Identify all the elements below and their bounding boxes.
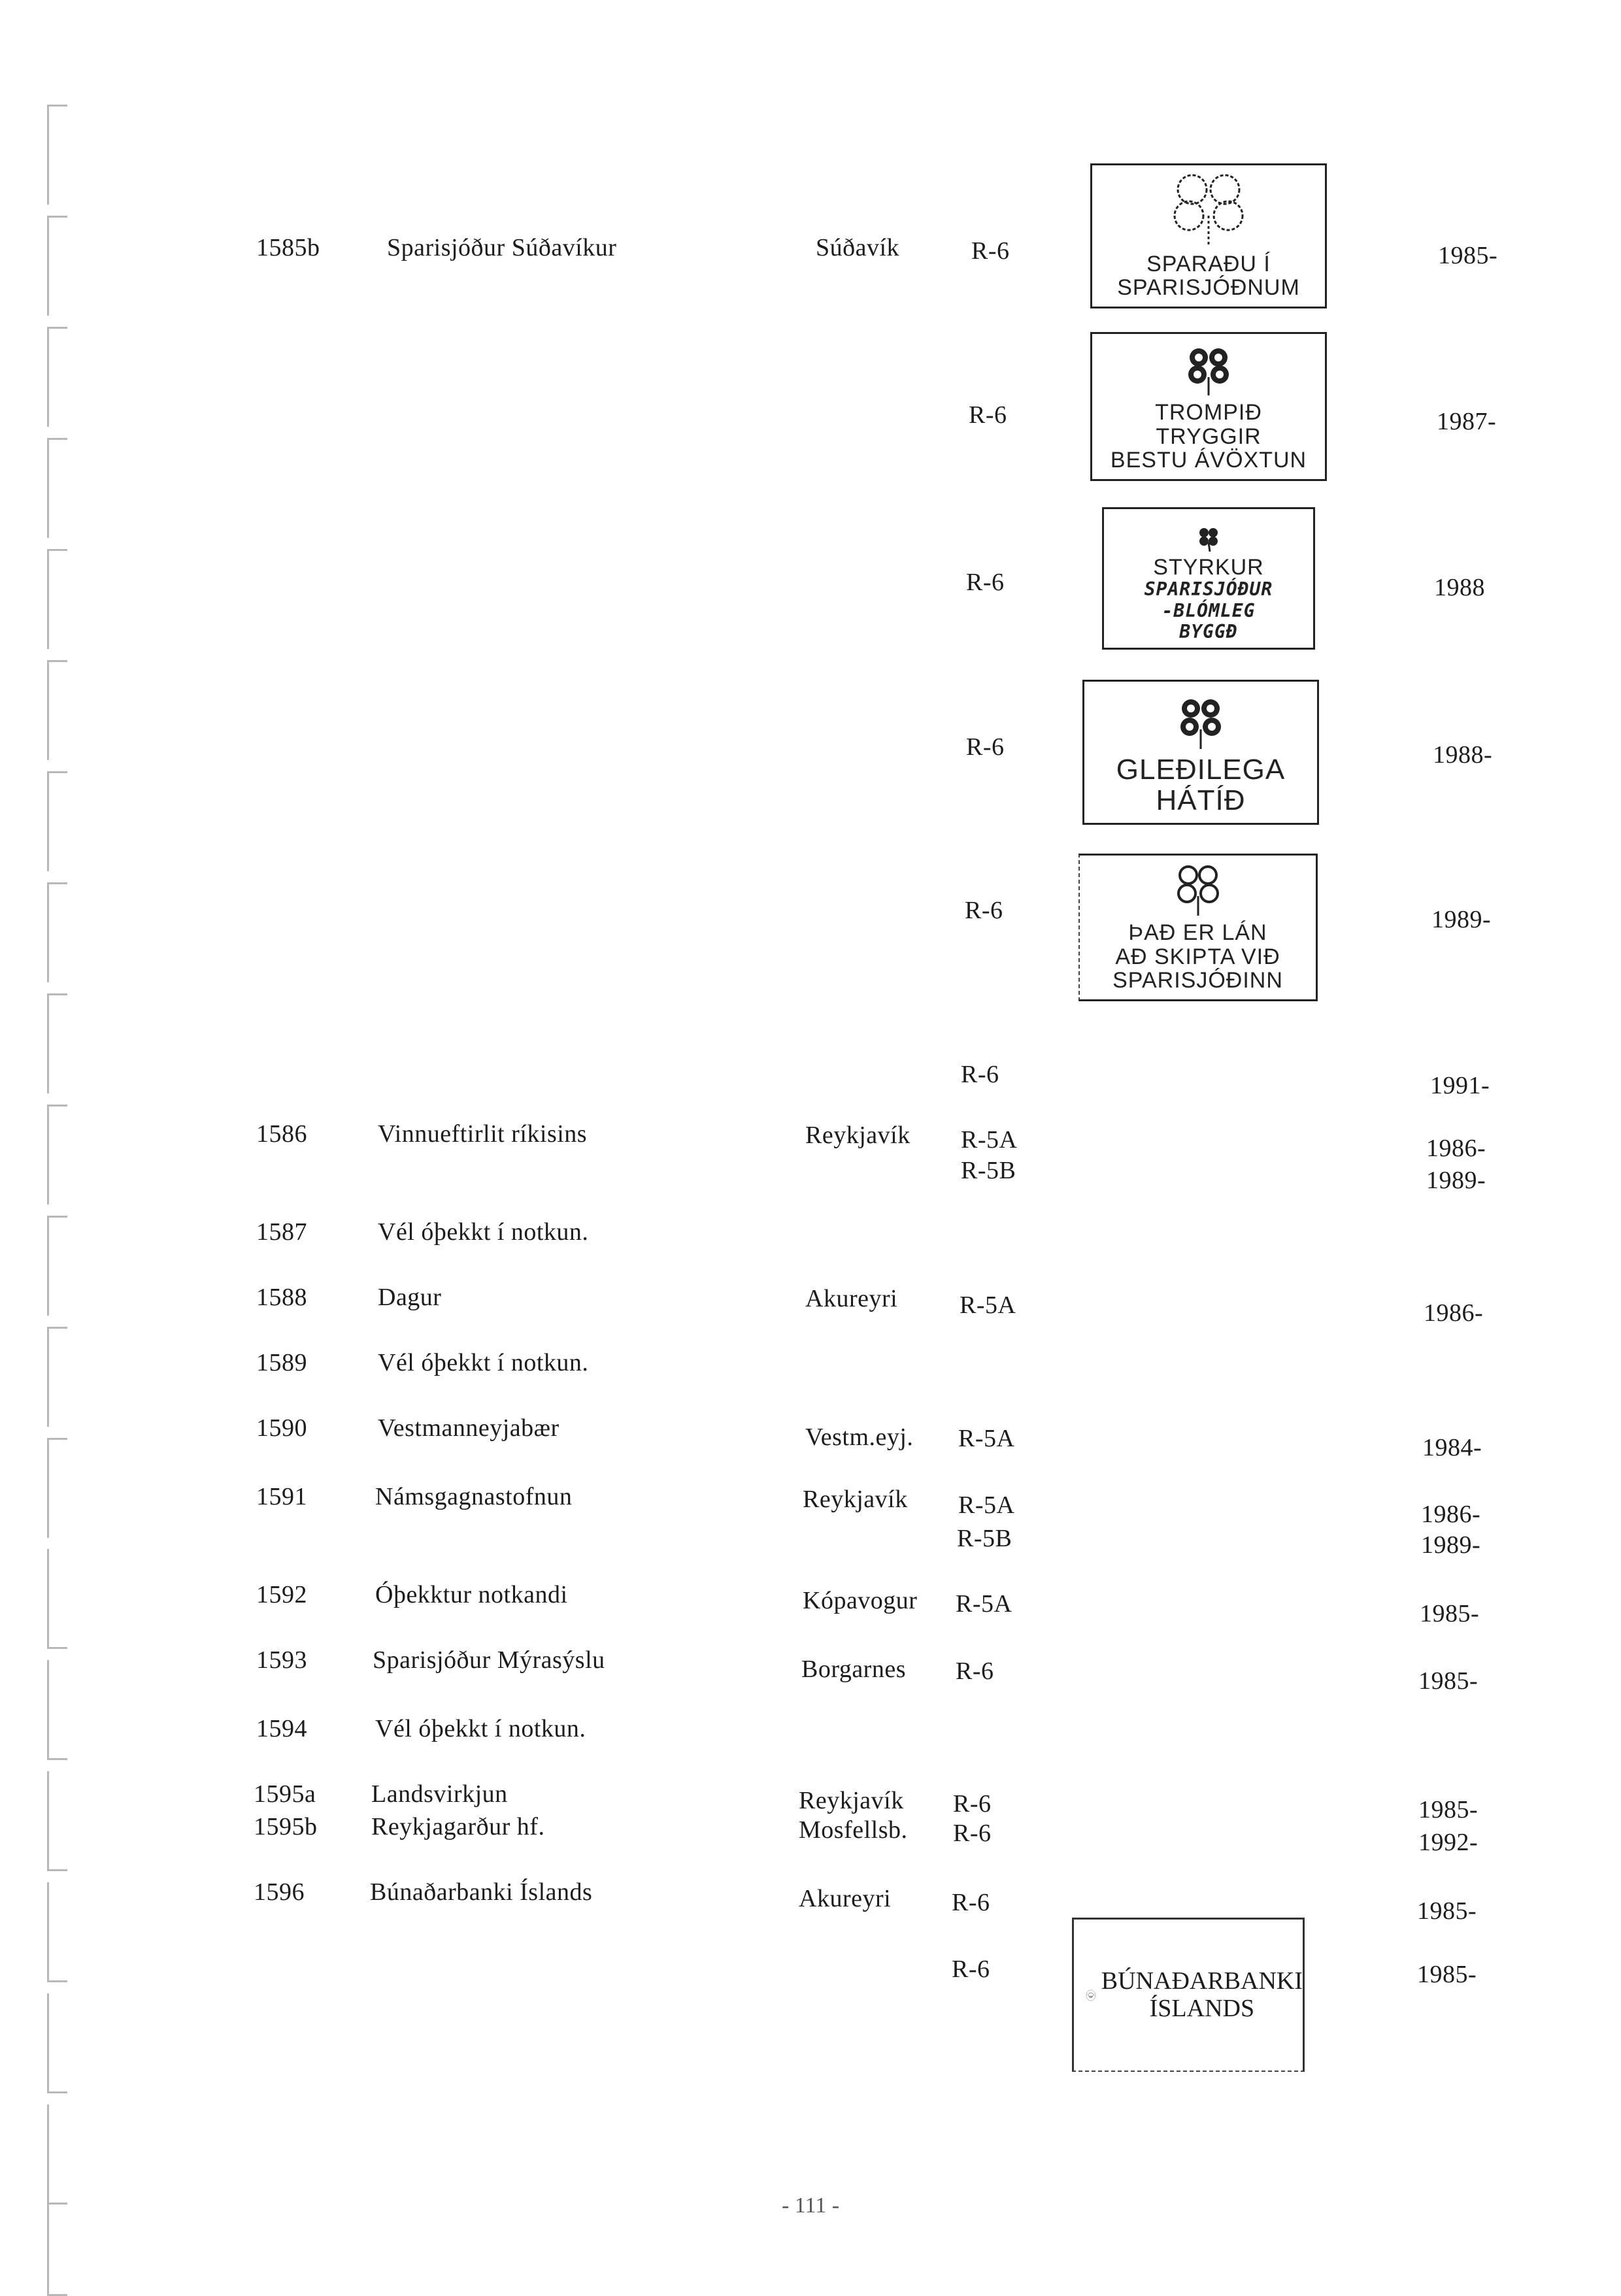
clover-icon xyxy=(1179,344,1238,397)
year: 1986- xyxy=(1424,1299,1484,1327)
entry-name: Sparisjóður Súðavíkur xyxy=(387,234,617,261)
clover-icon xyxy=(1195,525,1222,552)
entry-place: Reykjavík xyxy=(805,1122,911,1149)
stamp-text-line: HÁTÍÐ xyxy=(1156,784,1246,817)
stamp-text-line: BÚNAÐARBANKI xyxy=(1101,1967,1303,1995)
year: 1985- xyxy=(1418,1667,1479,1695)
binder-mark xyxy=(47,105,67,205)
year: 1985- xyxy=(1417,1961,1477,1988)
year: 1984- xyxy=(1422,1434,1482,1461)
handwritten-text: BYGGÐ xyxy=(1179,620,1238,642)
entry-name: Vél óþekkt í notkun. xyxy=(378,1218,589,1246)
entry-place: Súðavík xyxy=(816,234,900,261)
stamp-text-line: SPARISJÓÐNUM xyxy=(1117,275,1300,301)
clover-tree-icon xyxy=(1160,170,1258,248)
code: R-5A xyxy=(960,1291,1016,1319)
entry-name: Óþekktur notkandi xyxy=(375,1581,568,1608)
stamp-text-line: TROMPIÐ xyxy=(1155,399,1262,425)
entry-name: Búnaðarbanki Íslands xyxy=(370,1878,593,1906)
entry-name: Vestmanneyjabær xyxy=(378,1414,560,1442)
code: R-5B xyxy=(961,1157,1016,1184)
entry-number: 1585b xyxy=(256,234,320,261)
binder-mark xyxy=(47,549,67,649)
entry-number: 1588 xyxy=(256,1284,307,1311)
code: R-6 xyxy=(952,1889,990,1916)
binder-mark xyxy=(47,438,67,538)
entry-number: 1595a xyxy=(254,1780,316,1808)
stamp-impression xyxy=(1078,854,1318,1001)
entry-name: Reykjagarður hf. xyxy=(371,1813,545,1840)
code: R-6 xyxy=(961,1061,999,1088)
entry-name: Sparisjóður Mýrasýslu xyxy=(373,1646,605,1674)
entry-name: Námsgagnastofnun xyxy=(375,1483,573,1510)
code: R-6 xyxy=(956,1657,994,1685)
binder-mark xyxy=(47,1549,67,1649)
clover-icon xyxy=(1169,862,1228,917)
binder-mark xyxy=(47,327,67,427)
entry-name: Vinnueftirlit ríkisins xyxy=(378,1120,588,1148)
stamp-impression xyxy=(1082,680,1319,825)
entry-number: 1586 xyxy=(256,1120,307,1148)
binder-mark xyxy=(47,1105,67,1205)
page-number: - 111 - xyxy=(781,2193,840,2218)
entry-place: Akureyri xyxy=(805,1285,898,1312)
entry-name: Dagur xyxy=(378,1284,442,1311)
binder-mark xyxy=(47,1993,67,2093)
entry-number: 1590 xyxy=(256,1414,307,1442)
stamp-text-line: SPARISJÓÐINN xyxy=(1112,968,1283,993)
year: 1989- xyxy=(1421,1531,1481,1559)
entry-number: 1591 xyxy=(256,1483,307,1510)
entry-number: 1589 xyxy=(256,1349,307,1376)
year: 1988 xyxy=(1434,574,1485,601)
binder-mark xyxy=(47,1660,67,1760)
code: R-6 xyxy=(952,1955,990,1983)
year: 1986- xyxy=(1426,1135,1486,1162)
stamp-text-line: BESTU ÁVÖXTUN xyxy=(1110,448,1307,473)
binder-mark xyxy=(47,216,67,316)
year: 1986- xyxy=(1421,1501,1481,1528)
entry-number: 1587 xyxy=(256,1218,307,1246)
code: R-6 xyxy=(966,569,1005,596)
entry-place: Mosfellsb. xyxy=(799,1816,908,1844)
code: R-6 xyxy=(953,1820,992,1847)
entry-place: Borgarnes xyxy=(801,1655,906,1683)
year: 1988- xyxy=(1433,741,1493,769)
stamp-text-line: AÐ SKIPTA VIÐ xyxy=(1115,944,1280,969)
entry-number: 1592 xyxy=(256,1581,307,1608)
code: R-6 xyxy=(971,237,1010,265)
year: 1989- xyxy=(1431,906,1492,933)
year: 1992- xyxy=(1418,1829,1479,1856)
stamp-text-line: STYRKUR xyxy=(1153,554,1264,580)
code: R-6 xyxy=(966,733,1005,761)
code: R-5A xyxy=(961,1126,1018,1154)
bank-emblem-icon xyxy=(1086,1959,1096,2031)
entry-place: Kópavogur xyxy=(803,1587,918,1614)
binder-mark xyxy=(47,1438,67,1538)
binder-mark xyxy=(47,882,67,982)
binder-mark xyxy=(47,993,67,1093)
code: R-6 xyxy=(965,897,1003,924)
stamp-text-line: GLEÐILEGA xyxy=(1116,753,1286,786)
binder-mark xyxy=(47,771,67,871)
stamp-impression xyxy=(1090,332,1327,481)
clover-icon xyxy=(1171,695,1230,750)
year: 1991- xyxy=(1430,1072,1490,1099)
year: 1985- xyxy=(1417,1897,1477,1925)
year: 1987- xyxy=(1437,408,1497,435)
entry-place: Reykjavík xyxy=(803,1486,908,1513)
entry-number: 1595b xyxy=(254,1813,318,1840)
code: R-5A xyxy=(956,1590,1012,1618)
year: 1985- xyxy=(1420,1600,1480,1627)
entry-number: 1596 xyxy=(254,1878,305,1906)
entry-name: Vél óþekkt í notkun. xyxy=(375,1715,586,1742)
entry-place: Reykjavík xyxy=(799,1787,904,1814)
handwritten-text: SPARISJÓÐUR xyxy=(1144,578,1273,601)
stamp-impression xyxy=(1102,507,1315,650)
binder-mark xyxy=(47,660,67,760)
entry-name: Landsvirkjun xyxy=(371,1780,508,1808)
binder-mark xyxy=(47,1327,67,1427)
binder-mark xyxy=(47,1771,67,1871)
stamp-text-line: ÞAÐ ER LÁN xyxy=(1128,920,1267,945)
stamp-text-line: SPARAÐU Í xyxy=(1146,251,1271,276)
entry-number: 1594 xyxy=(256,1715,307,1742)
year: 1985- xyxy=(1418,1796,1479,1823)
binder-mark xyxy=(47,1882,67,1982)
year: 1985- xyxy=(1438,242,1498,269)
entry-name: Vél óþekkt í notkun. xyxy=(378,1349,589,1376)
code: R-5A xyxy=(958,1491,1015,1519)
entry-number: 1593 xyxy=(256,1646,307,1674)
handwritten-text: -BLÓMLEG xyxy=(1161,599,1256,622)
binder-mark xyxy=(47,2105,67,2204)
year: 1989- xyxy=(1426,1167,1486,1194)
code: R-6 xyxy=(969,401,1007,429)
entry-place: Vestm.eyj. xyxy=(805,1423,914,1451)
entry-place: Akureyri xyxy=(799,1885,892,1912)
stamp-text-line: ÍSLANDS xyxy=(1149,1994,1255,2022)
code: R-5B xyxy=(957,1525,1012,1552)
code: R-5A xyxy=(958,1425,1015,1452)
code: R-6 xyxy=(953,1790,992,1818)
binder-mark xyxy=(47,1216,67,1316)
bank-stamp-impression xyxy=(1072,1918,1305,2072)
stamp-impression xyxy=(1090,163,1327,308)
stamp-text-line: TRYGGIR xyxy=(1156,424,1262,449)
